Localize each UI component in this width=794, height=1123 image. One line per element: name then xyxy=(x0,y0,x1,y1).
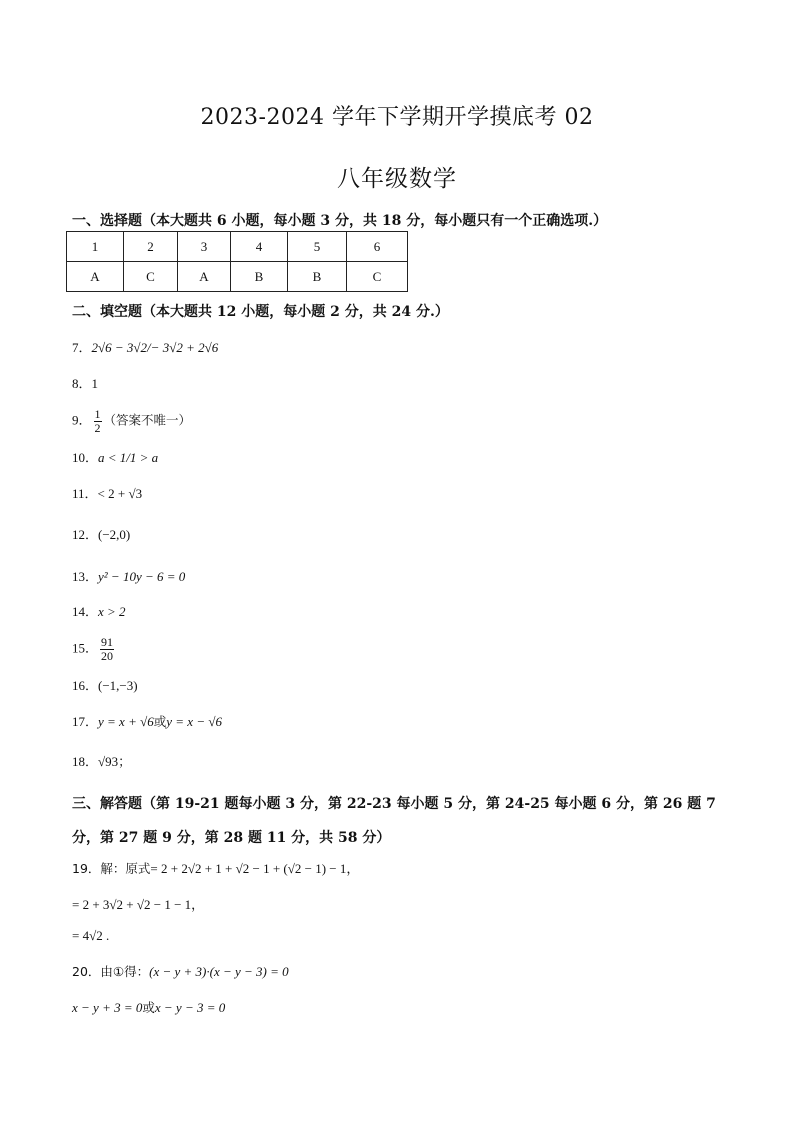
fraction xyxy=(94,408,102,435)
answer-text: < 2 + √3 xyxy=(97,486,143,501)
table-cell: 5 xyxy=(288,232,347,262)
answer-18 xyxy=(72,752,131,772)
answer-number: 9． xyxy=(72,412,92,428)
answer-text: (−1,−3) xyxy=(98,678,138,693)
answer-9 xyxy=(72,408,191,435)
solution-math: = 2 + 2√2 + 1 + √2 − 1 + (√2 − 1) − 1， xyxy=(150,861,360,876)
table-cell: 1 xyxy=(67,232,124,262)
table-cell: B xyxy=(231,262,288,292)
fraction-denominator: 2 xyxy=(94,421,101,435)
answer-or: 或 xyxy=(153,714,167,729)
answer-number: 12． xyxy=(72,527,99,542)
solution-or: 或 xyxy=(142,1000,155,1015)
section-1-heading: 一、选择题（本大题共 6 小题，每小题 3 分，共 18 分，每小题只有一个正确选项.） xyxy=(72,213,608,229)
choice-answer-table xyxy=(66,231,408,292)
section-2-heading: 二、填空题（本大题共 12 小题，每小题 2 分，共 24 分.） xyxy=(72,304,449,320)
table-cell: C xyxy=(124,262,178,292)
table-cell: B xyxy=(288,262,347,292)
answer-text-a: y = x + √6 xyxy=(98,714,154,729)
table-cell: 6 xyxy=(347,232,408,262)
answer-number: 16． xyxy=(72,678,99,693)
table-cell: 3 xyxy=(178,232,231,262)
answer-number: 15． xyxy=(72,640,99,656)
answer-number: 18． xyxy=(72,754,99,769)
answer-text: x > 2 xyxy=(98,604,126,619)
answer-13 xyxy=(72,567,185,587)
solution-19-line-1 xyxy=(72,859,359,879)
section-3-heading: 三、解答题（第 19-21 题每小题 3 分，第 22-23 每小题 5 分，第 24-25 每小题 6 分，第 26 题 7 分，第 27 题 9 分，第 28 题 11 分，共 58 分） xyxy=(72,796,716,846)
solution-20-line-1 xyxy=(72,962,289,982)
answer-10 xyxy=(72,448,158,468)
answer-7 xyxy=(72,338,218,358)
solution-19-line-2: = 2 + 3√2 + √2 − 1 − 1， xyxy=(72,897,205,912)
solution-math-b: x − y − 3 = 0 xyxy=(154,1000,226,1015)
table-row-answers xyxy=(67,262,408,292)
solution-math-a: x − y + 3 = 0 xyxy=(72,1000,143,1015)
solution-20-line-2 xyxy=(72,998,225,1018)
table-cell: 4 xyxy=(231,232,288,262)
fraction-numerator: 91 xyxy=(101,635,114,649)
solution-19-line-3: = 4√2 . xyxy=(72,928,110,943)
answer-text: 2√6 − 3√2/− 3√2 + 2√6 xyxy=(91,340,219,355)
answer-number: 17． xyxy=(72,714,99,729)
answer-text: 1 xyxy=(91,376,99,391)
answer-15 xyxy=(72,636,116,663)
table-cell: A xyxy=(178,262,231,292)
answer-text: (−2,0) xyxy=(98,527,131,542)
fraction-numerator: 1 xyxy=(94,407,101,421)
answer-number: 11． xyxy=(72,486,98,501)
table-row-numbers xyxy=(67,232,408,262)
solution-label: 19．解：原式 xyxy=(72,861,151,876)
answer-number: 13． xyxy=(72,569,99,584)
solution-label: 20．由①得： xyxy=(72,964,150,979)
solution-math: (x − y + 3)·(x − y − 3) = 0 xyxy=(149,964,289,979)
answer-12 xyxy=(72,525,130,545)
answer-17 xyxy=(72,712,222,732)
answer-text-b: y = x − √6 xyxy=(166,714,222,729)
answer-16 xyxy=(72,676,138,696)
page-title: 2023-2024 学年下学期开学摸底考 02 xyxy=(200,105,594,130)
answer-text: a < 1/1 > a xyxy=(98,450,159,465)
table-cell: 2 xyxy=(124,232,178,262)
fraction xyxy=(100,636,114,663)
table-cell: A xyxy=(67,262,124,292)
answer-number: 8． xyxy=(72,376,92,391)
answer-note: （答案不唯一） xyxy=(103,412,192,428)
answer-number: 10． xyxy=(72,450,99,465)
page-subtitle: 八年级数学 xyxy=(337,166,457,192)
answer-number: 7． xyxy=(72,340,92,355)
answer-8 xyxy=(72,374,98,394)
answer-text: √93； xyxy=(98,754,132,769)
table-cell: C xyxy=(347,262,408,292)
answer-11 xyxy=(72,484,142,504)
answer-14 xyxy=(72,602,126,622)
answer-text: y² − 10y − 6 = 0 xyxy=(98,569,186,584)
fraction-denominator: 20 xyxy=(101,649,114,663)
answer-number: 14． xyxy=(72,604,99,619)
